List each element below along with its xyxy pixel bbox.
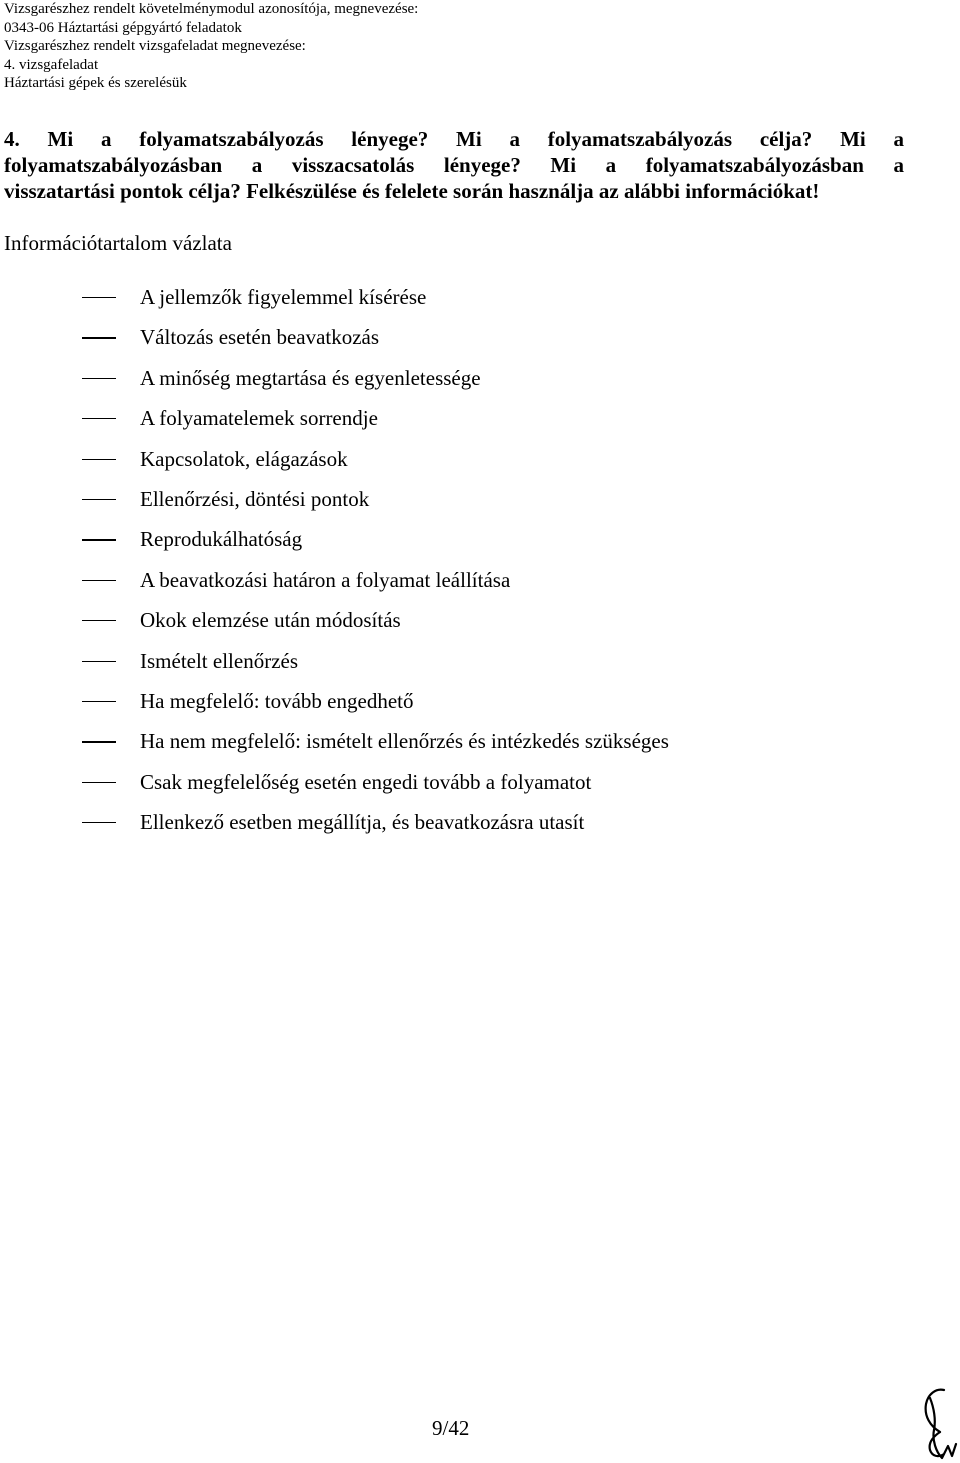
dash-bullet-icon bbox=[82, 337, 116, 338]
outline-item-text: Ismételt ellenőrzés bbox=[140, 648, 299, 673]
dash-bullet-icon bbox=[82, 741, 116, 742]
outline-item-text: Ha megfelelő: tovább engedhető bbox=[140, 688, 414, 713]
header-line-task-name: Háztartási gépek és szerelésük bbox=[4, 75, 187, 91]
dash-bullet-icon bbox=[82, 701, 116, 702]
dash-bullet-icon bbox=[82, 539, 116, 540]
question-line-1 bbox=[4, 126, 904, 152]
question-word: a bbox=[100, 127, 112, 151]
header-line-module-label: Vizsgarészhez rendelt követelménymodul azonosítója, megnevezése: bbox=[4, 1, 419, 17]
info-outline-title: Információtartalom vázlata bbox=[4, 231, 232, 255]
signature-mark bbox=[916, 1386, 960, 1462]
question-word: Mi bbox=[840, 127, 866, 151]
outline-item-text: Okok elemzése után módosítás bbox=[140, 608, 401, 633]
question-line-3-text: visszatartási pontok célja? Felkészülése és felelete során használja az alábbi információkat! bbox=[4, 179, 820, 203]
dash-bullet-icon bbox=[82, 499, 116, 500]
dash-bullet-icon bbox=[82, 822, 116, 823]
outline-item-text: A folyamatelemek sorrendje bbox=[140, 406, 378, 431]
question-word: a bbox=[893, 153, 904, 177]
question-word: célja? bbox=[759, 127, 813, 151]
question-word: Mi bbox=[550, 153, 577, 177]
outline-item-text: Csak megfelelőség esetén engedi tovább a folyamatot bbox=[140, 769, 592, 794]
question-word: lényege? bbox=[351, 127, 429, 151]
question-word: folyamatszabályozásban bbox=[645, 153, 864, 177]
question-word: Mi bbox=[47, 127, 74, 151]
question-line-2 bbox=[4, 152, 904, 178]
exam-question bbox=[4, 126, 904, 204]
question-line-3 bbox=[4, 178, 904, 204]
header-line-task-label: Vizsgarészhez rendelt vizsgafeladat megnevezése: bbox=[4, 38, 306, 54]
question-word: lényege? bbox=[443, 153, 521, 177]
outline-item-text: Ha nem megfelelő: ismételt ellenőrzés és intézkedés szükséges bbox=[140, 729, 669, 754]
question-word: a bbox=[605, 153, 617, 177]
dash-bullet-icon bbox=[82, 418, 116, 419]
question-word: a bbox=[509, 127, 520, 151]
question-word: folyamatszabályozásban bbox=[4, 153, 223, 177]
document-header bbox=[4, 0, 418, 93]
question-word: a bbox=[893, 127, 904, 151]
question-word: 4. bbox=[4, 127, 20, 151]
header-line-module-name: 0343-06 Háztartási gépgyártó feladatok bbox=[4, 19, 242, 36]
dash-bullet-icon bbox=[82, 459, 116, 460]
page-number: 9/42 bbox=[432, 1416, 470, 1440]
outline-item-text: Reprodukálhatóság bbox=[140, 527, 303, 552]
dash-bullet-icon bbox=[82, 378, 116, 379]
outline-item-text: A minőség megtartása és egyenletessége bbox=[140, 365, 481, 390]
dash-bullet-icon bbox=[82, 782, 116, 783]
question-word: Mi bbox=[456, 127, 482, 151]
outline-item-text: Kapcsolatok, elágazások bbox=[140, 446, 348, 471]
outline-item-text: Ellenőrzési, döntési pontok bbox=[140, 486, 370, 511]
header-line-task-number: 4. vizsgafeladat bbox=[4, 56, 99, 73]
question-word: folyamatszabályozás bbox=[139, 127, 324, 151]
dash-bullet-icon bbox=[82, 297, 116, 298]
outline-item-text: Ellenkező esetben megállítja, és beavatkozásra utasít bbox=[140, 810, 585, 835]
dash-bullet-icon bbox=[82, 620, 116, 621]
dash-bullet-icon bbox=[82, 580, 116, 581]
outline-item-text: A jellemzők figyelemmel kísérése bbox=[140, 285, 427, 309]
dash-bullet-icon bbox=[82, 661, 116, 662]
outline-item-text: A beavatkozási határon a folyamat leállítása bbox=[140, 567, 511, 592]
outline-item-text: Változás esetén beavatkozás bbox=[140, 325, 380, 350]
question-word: a bbox=[251, 153, 263, 177]
question-word: folyamatszabályozás bbox=[547, 127, 733, 151]
question-word: visszacsatolás bbox=[291, 153, 415, 177]
